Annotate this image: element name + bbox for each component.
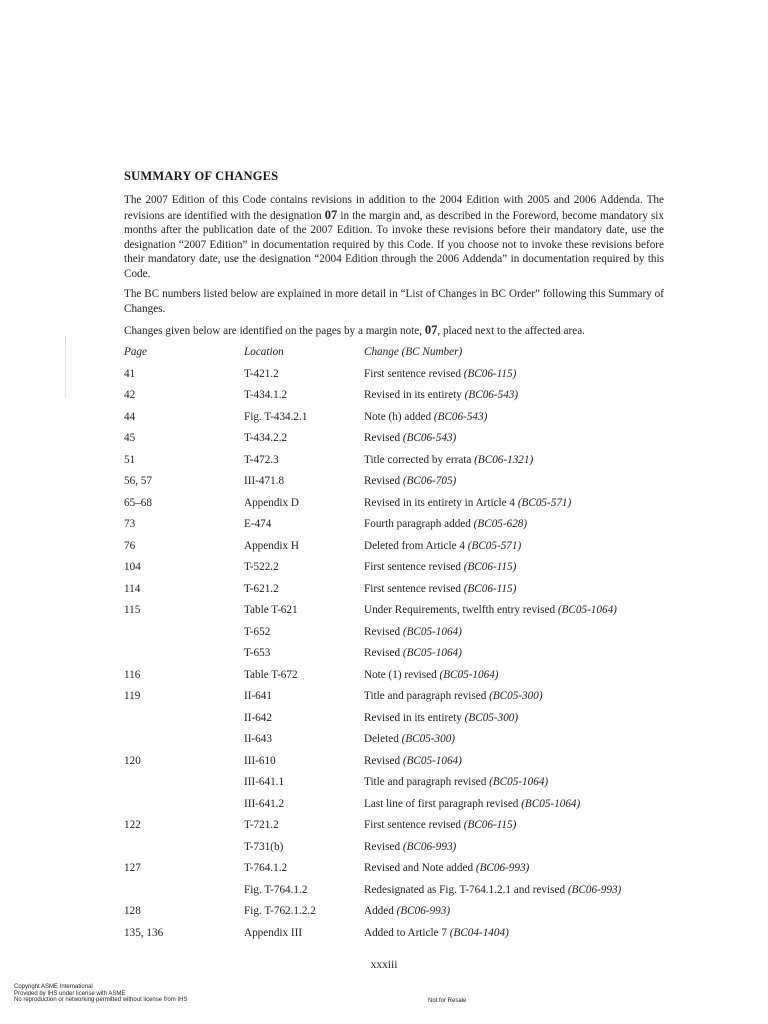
header-page: Page [124, 346, 147, 358]
row-location: III-641.1 [244, 776, 285, 788]
row-change-text: Revised [364, 432, 403, 444]
row-change [364, 776, 548, 788]
row-change [364, 905, 450, 917]
row-location: T-421.2 [244, 367, 279, 380]
row-page: 65–68 [124, 496, 152, 509]
row-bc-number: (BC05-1064) [439, 668, 499, 681]
row-change [364, 733, 455, 745]
row-change [364, 518, 527, 530]
page-number: xxxiii [370, 959, 398, 971]
row-bc-number: (BC06-115) [463, 582, 517, 595]
row-change-text: Title corrected by errata [364, 453, 475, 466]
row-location: II-641 [244, 690, 272, 702]
row-change-text: Note (1) revised [364, 668, 440, 681]
row-bc-number: (BC05-1064) [402, 647, 462, 659]
row-change [364, 475, 456, 487]
bc-numbers-paragraph: The BC numbers listed below are explained in more detail in “List of Changes in BC Order” following this Summary of Changes. [124, 288, 664, 315]
margin-note-text-start: Changes given below are identified on the pages by a margin note, [124, 325, 425, 337]
row-change-text: First sentence revised [364, 367, 464, 380]
header-change: Change (BC Number) [364, 346, 463, 358]
row-change [364, 497, 571, 509]
row-location: E-474 [244, 518, 272, 530]
row-bc-number: (BC05-300) [464, 711, 519, 724]
designation-marker: 07 [324, 207, 338, 222]
page-title: SUMMARY OF CHANGES [124, 169, 279, 183]
row-change [364, 819, 516, 831]
row-change-text: Last line of first paragraph revised [364, 797, 522, 810]
row-location: Fig. T-762.1.2.2 [244, 905, 316, 917]
row-change-text: Redesignated as Fig. T-764.1.2.1 and revised [364, 883, 568, 896]
row-page: 104 [124, 561, 141, 573]
row-location: II-643 [244, 733, 272, 745]
row-bc-number: (BC06-115) [463, 819, 517, 831]
margin-note-text-end: , placed next to the affected area. [437, 325, 585, 337]
row-change [364, 647, 462, 659]
row-bc-number: (BC05-1064) [521, 797, 581, 810]
row-bc-number: (BC05-1064) [402, 625, 462, 638]
footer-line: Copyright ASME International [14, 984, 93, 990]
row-page: 122 [124, 819, 141, 831]
row-change-text: Added [364, 905, 397, 917]
margin-note-paragraph [124, 323, 664, 339]
row-change [364, 884, 621, 896]
row-change-text: Revised [364, 754, 403, 767]
row-page: 73 [124, 518, 136, 530]
row-change-text: Fourth paragraph added [364, 518, 474, 530]
row-change [364, 712, 518, 724]
row-bc-number: (BC05-300) [489, 690, 543, 702]
row-change [364, 798, 580, 810]
footer-line: Provided by IHS under license with ASME [14, 990, 126, 997]
row-change-text: Under Requirements, twelfth entry revised [364, 604, 558, 616]
row-bc-number: (BC05-571) [517, 496, 572, 509]
row-bc-number: (BC05-1064) [402, 754, 462, 767]
header-location: Location [244, 346, 284, 358]
row-bc-number: (BC05-628) [473, 518, 528, 530]
row-location: III-641.2 [244, 797, 285, 810]
row-change [364, 755, 462, 767]
row-change [364, 368, 516, 380]
row-location: Fig. T-764.1.2 [244, 883, 308, 896]
row-location: T-653 [244, 647, 271, 659]
row-change [364, 841, 456, 853]
row-location: T-621.2 [244, 582, 279, 595]
row-change-text: Revised [364, 475, 403, 487]
row-bc-number: (BC06-705) [402, 475, 457, 487]
row-location: III-610 [244, 754, 276, 767]
row-change [364, 454, 533, 466]
row-location: T-522.2 [244, 561, 279, 573]
row-change [364, 690, 543, 702]
row-change [364, 927, 509, 939]
row-location: T-731(b) [244, 840, 284, 853]
row-bc-number: (BC06-993) [396, 905, 451, 917]
row-change-text: Deleted [364, 733, 402, 745]
row-location: T-434.2.2 [244, 432, 288, 444]
intro-paragraph [124, 193, 664, 282]
row-page: 128 [124, 905, 141, 917]
row-bc-number: (BC06-993) [475, 862, 530, 874]
copyright-footer [14, 984, 187, 1004]
row-bc-number: (BC05-571) [467, 539, 522, 552]
row-location: T-764.1.2 [244, 862, 288, 874]
row-page: 56, 57 [124, 475, 152, 487]
row-change [364, 540, 521, 552]
row-change-text: Revised in its entirety [364, 389, 465, 401]
row-bc-number: (BC05-1064) [489, 776, 549, 788]
row-bc-number: (BC06-1321) [474, 453, 534, 466]
row-change [364, 411, 487, 423]
row-page: 120 [124, 754, 141, 767]
row-change-text: Revised [364, 647, 403, 659]
row-location: II-642 [244, 711, 272, 724]
row-bc-number: (BC05-1064) [557, 604, 617, 616]
row-change [364, 389, 518, 401]
not-for-resale-note: Not for Resale [428, 998, 467, 1004]
row-change-text: Title and paragraph revised [364, 776, 490, 788]
row-location: T-652 [244, 625, 271, 638]
row-change-text: First sentence revised [364, 582, 464, 595]
row-location: T-721.2 [244, 819, 279, 831]
row-location: Fig. T-434.2.1 [244, 410, 308, 423]
row-page: 51 [124, 453, 136, 466]
row-change-text: Note (h) added [364, 410, 434, 423]
row-change [364, 432, 456, 444]
row-bc-number: (BC04-1404) [449, 926, 509, 939]
row-change [364, 604, 617, 616]
row-change-text: Revised in its entirety in Article 4 [364, 496, 518, 509]
row-bc-number: (BC06-115) [463, 367, 517, 380]
row-page: 45 [124, 432, 136, 444]
row-location: T-434.1.2 [244, 389, 288, 401]
intro-text-start: The 2007 Edition of this Code contains revisions in addition to the 2004 Edition with 2005 and 2006 Addenda. The revisions are identified with the designation [124, 194, 664, 222]
row-page: 119 [124, 690, 141, 702]
row-location: Table T-621 [244, 604, 298, 616]
row-bc-number: (BC06-993) [567, 883, 622, 896]
row-change-text: Title and paragraph revised [364, 690, 490, 702]
row-bc-number: (BC06-543) [402, 432, 457, 444]
row-change-text: Deleted from Article 4 [364, 539, 468, 552]
row-location: Appendix D [244, 496, 299, 509]
row-bc-number: (BC06-993) [402, 840, 457, 853]
intro-text-end: in the margin and, as described in the Foreword, become mandatory six months after the publication date of the 2007 Edition. To invoke these revisions before their mandatory date, use the designation “2007 Edition” in documentation required by this Code. If you choose not to invoke these revisions before their mandatory date, use the designation “2004 Edition through the 2006 Addenda” in documentation required by this Code. [124, 209, 665, 280]
row-change-text: Added to Article 7 [364, 926, 450, 939]
row-bc-number: (BC06-543) [464, 389, 519, 401]
row-change-text: Revised and Note added [364, 862, 476, 874]
row-change-text: Revised in its entirety [364, 711, 465, 724]
row-location: T-472.3 [244, 453, 279, 466]
row-change-text: First sentence revised [364, 561, 464, 573]
row-location: III-471.8 [244, 475, 285, 487]
row-page: 114 [124, 582, 141, 595]
row-change [364, 669, 499, 681]
row-page: 42 [124, 389, 136, 401]
row-location: Appendix III [244, 926, 303, 939]
row-location: Table T-672 [244, 668, 298, 681]
row-page: 44 [124, 410, 136, 423]
row-change [364, 626, 462, 638]
row-bc-number: (BC05-300) [401, 733, 456, 745]
row-change-text: Revised [364, 625, 403, 638]
row-change [364, 561, 516, 573]
row-page: 116 [124, 668, 141, 681]
row-change [364, 862, 529, 874]
row-location: Appendix H [244, 539, 299, 552]
margin-watermark [65, 336, 74, 396]
row-page: 76 [124, 539, 136, 552]
row-change-text: Revised [364, 840, 403, 853]
row-change [364, 583, 516, 595]
row-page: 127 [124, 862, 141, 874]
row-change-text: First sentence revised [364, 819, 464, 831]
designation-marker: 07 [424, 323, 438, 337]
row-bc-number: (BC06-543) [433, 410, 488, 423]
footer-line: No reproduction or networking permitted without license from IHS [14, 997, 188, 1004]
row-page: 41 [124, 367, 136, 380]
row-page: 135, 136 [124, 926, 164, 939]
row-bc-number: (BC06-115) [463, 561, 517, 573]
row-page: 115 [124, 604, 141, 616]
